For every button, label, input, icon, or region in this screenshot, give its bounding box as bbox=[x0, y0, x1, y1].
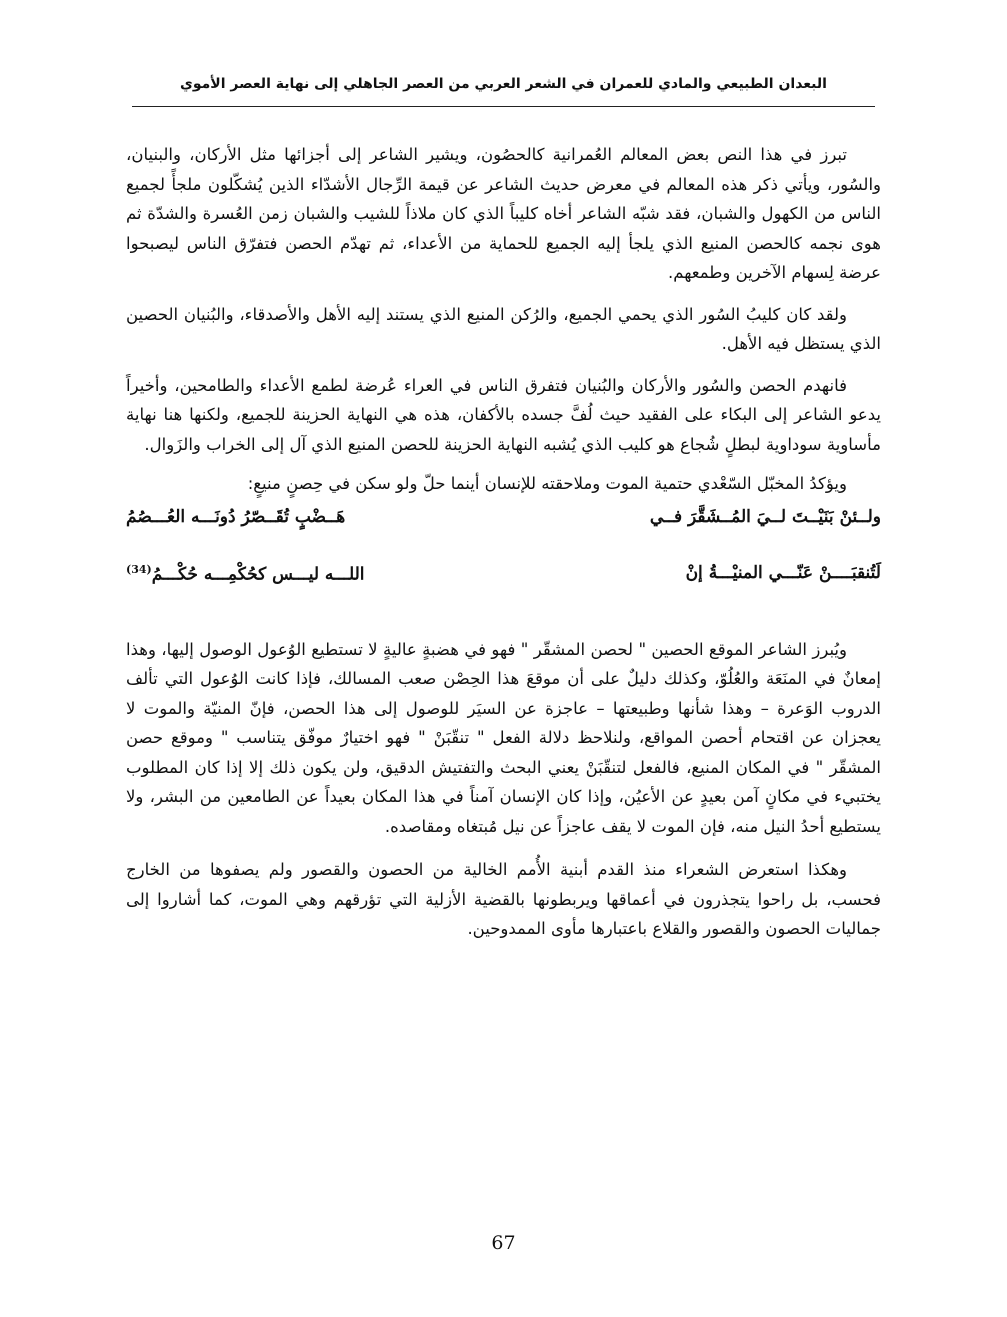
verse-first-hemistich: ولــئنْ بَنَيْــتَ لــيَ المُــشَقَّرَ فــي bbox=[649, 506, 881, 527]
paragraph-2: ولقد كان كليبُ السُور الذي يحمي الجميع، والرُكن المنيع الذي يستند إليه الأهل والأصدقاء، والبُنيان الحصين الذي يستظل فيه الأهل. bbox=[126, 304, 881, 353]
body-text bbox=[126, 140, 881, 944]
footnote-reference: (34) bbox=[126, 562, 152, 576]
paragraph-4: ويؤكدُ المخبّل السّعْدي حتمية الموت وملاحقته للإنسان أينما حلّ ولو سكن في حِصنٍ منيعٍ: bbox=[247, 474, 847, 493]
poem-verses bbox=[126, 507, 881, 619]
verse-second-hemistich-wrapper bbox=[126, 563, 476, 585]
verse-line-2 bbox=[126, 563, 881, 619]
verse-line-1 bbox=[126, 507, 881, 563]
paragraph-6: وهكذا استعرض الشعراء منذ القدم أبنية الأُمم الخالية من الحصون والقصور ولم يصفوها من الخارج فحسب، بل راحوا يتجذرون في أعماقها ويربطونها بالقضية الأزلية التي تؤرقهم وهي الموت، كما أشاروا إلى جماليات الحصون والقصور والقلاع باعتبارها مأوى الممدوحين. bbox=[126, 860, 881, 938]
verse-first-hemistich: لَتُنقبَــــنْ عَنّـــي المنيْـــةُ إنْ bbox=[685, 562, 881, 583]
verse-second-hemistich: اللـــه ليـــس كحُكْمِـــه حُكْـــمُ bbox=[151, 564, 365, 585]
running-header: البعدان الطبيعي والمادي للعمران في الشعر العربي من العصر الجاهلي إلى نهاية العصر الأموي bbox=[180, 76, 827, 92]
paragraph-5: ويُبرز الشاعر الموقع الحصين " لحصن المشقّر " فهو في هضبةٍ عاليةٍ لا تستطيع الوُعول الوصول إليها، وهذا إمعانٌ في المنَعَة والعُلُوّ، وكذلك دليلٌ على أن موقعَ هذا الحِصْن صعب المسالك، فإذا كانت الوُعول التي تألف الدروب الوَعرة – وهذا شأنها وطبيعتها – عاجزة عن السيَر للوصول إلى هذا الحصن، فإنّ المنيّة والموت لا يعجزان عن اقتحام أحصن المواقع، ولنلاحظ دلالة الفعل " تنقّبَنْ " فهو اختيارٌ موفّق يتناسب " وموقع حصن المشقّر " في المكان المنيع، فالفعل لتنقّبَنْ يعني البحث والتفتيش الدقيق، ولن يكون ذلك إلا إذا كان المطلوب يختبيء في مكانٍ آمن بعيدٍ عن الأعيُن، وإذا كان الإنسان آمناً في هذا المكان بعيداً عن الطامعين من البشر، ولا يستطيع أحدُ النيل منه، فإن الموت لا يقف عاجزاً عن نيل مُبتغاه ومقاصده. bbox=[126, 639, 881, 836]
paragraph-3: فانهدم الحصن والسُور والأركان والبُنيان فتفرق الناس في العراء عُرضة لطمع الأعداء والطامحين، وأخيراً يدعو الشاعر إلى البكاء على الفقيد حيث لُفَّ جسده بالأكفان، هذه هي النهاية الحزينة للجميع، ولكنها هنا نهاية مأساوية سوداوية لبطلٍ شُجاع هو كليب الذي يُشبه النهاية الحزينة للحصن المنيع الذي آل إلى الخراب والزَوال. bbox=[126, 375, 881, 454]
paragraph-1: تبرز في هذا النص بعض المعالم العُمرانية كالحصُون، ويشير الشاعر إلى أجزائها مثل الأركان، والبنيان، والسُور، ويأتي ذكر هذه المعالم في معرض حديث الشاعر عن قيمة الرِّجال الأشدّاء الذين يُشكّلون ملجأً لجميع الناس من الكهول والشبان، فقد شبّه الشاعر أخاه كليباً الذي كان ملاذاً للشيب والشبان زمن العُسرة والشدّة ثم هوى نجمه كالحصن المنيع الذي يلجأ إليه الجميع للحماية من الأعداء، ثم تهدّم الحصن فتفرّق الناس ليصبحوا عرضة لِسهام الآخرين وطمعهم. bbox=[126, 145, 881, 282]
verse-second-hemistich: هَــضْبٍ تُقَــصّرُ دُونَـــه العُـــصُمُ bbox=[126, 506, 346, 527]
page-number: 67 bbox=[491, 1232, 516, 1254]
header-divider bbox=[132, 106, 875, 107]
